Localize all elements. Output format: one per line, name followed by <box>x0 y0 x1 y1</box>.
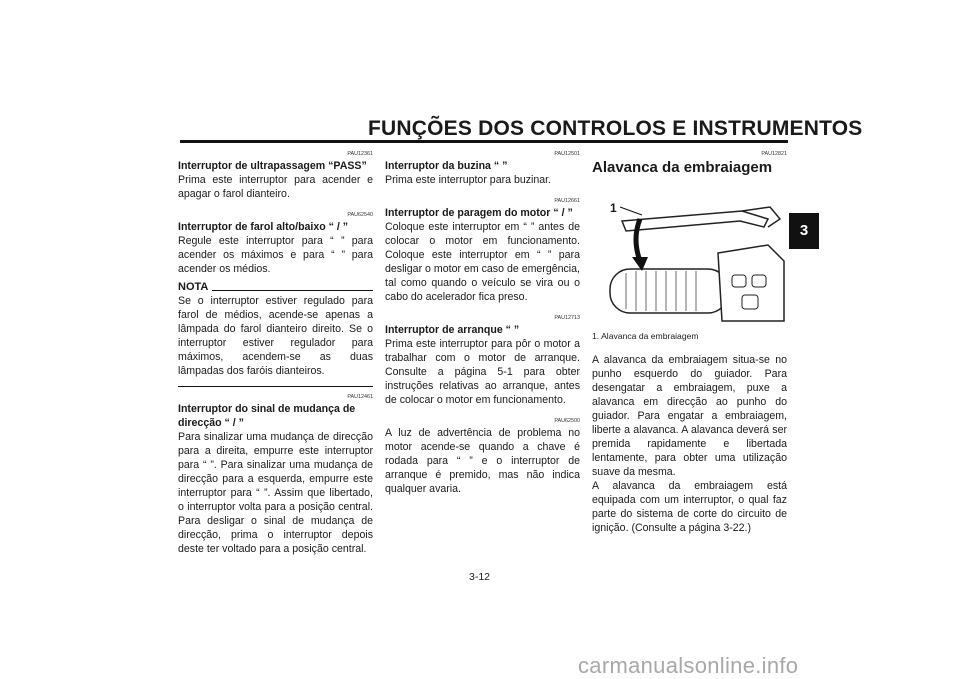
warning-light-text: A luz de advertência de problema no motor acende-se quando a chave é rodada para “ ” e o interruptor de arranque é premido, mas não indica qualquer avaria. <box>385 427 580 495</box>
nota-text: Se o interruptor estiver regulado para farol de médios, acende-se apenas a lâmpada do farol dianteiro direito. Se o interruptor estiver regulador para máximos, acendem-se as duas lâmpadas dos faróis dianteiros. <box>178 295 373 377</box>
nota-block <box>178 280 373 294</box>
column-2 <box>385 150 580 496</box>
nota-end-rule <box>178 386 373 387</box>
nota-label: NOTA <box>178 281 209 293</box>
callout-leader <box>618 203 658 223</box>
page-number: 3-12 <box>469 571 491 583</box>
chapter-tab: 3 <box>789 213 819 249</box>
section-code: PAU12661 <box>554 198 580 204</box>
engine-stop-text: Coloque este interruptor em “ ” antes de colocar o motor em funcionamento. Coloque este interruptor em “ ” para desligar o motor em caso de emergência, tal como quando o veículo se vira ou o cabo do acelerador fica preso. <box>385 221 580 303</box>
header-rule <box>180 140 788 143</box>
nota-rule <box>212 290 373 291</box>
start-switch-heading: Interruptor de arranque “ ” <box>385 324 520 336</box>
section-code: PAU62500 <box>554 418 580 424</box>
turn-signal-heading: Interruptor do sinal de mudança de direcção “ / ” <box>178 403 356 429</box>
clutch-lever-illustration <box>592 183 787 323</box>
watermark: carmanualsonline.info <box>578 653 799 678</box>
clutch-text-1: A alavanca da embraiagem situa-se no punho esquerdo do guiador. Para desengatar a embraiagem, puxe a alavanca em direcção ao punho do guiador. Para engatar a embraiagem, liberte a alavanca. A alavanca deverá ser premida rapidamente e libertada lentamente, para obter uma utilização suave da mesma. <box>592 354 787 478</box>
turn-signal-text: Para sinalizar uma mudança de direcção para a direita, empurre este interruptor para “ ”. Para sinalizar uma mudança de direcção para a esquerda, empurre este interruptor para “ ”. Assim que libertado, o interruptor volta para a posição central. Para desligar o sinal de mudança de direcção, prima o interruptor depois deste ter voltado para a posição central. <box>178 431 373 555</box>
section-code: PAU12461 <box>347 394 373 400</box>
section-code: PAU12713 <box>554 315 580 321</box>
figure-caption: 1. Alavanca da embraiagem <box>592 331 699 341</box>
section-code: PAU12821 <box>761 151 787 157</box>
horn-switch-text: Prima este interruptor para buzinar. <box>385 174 552 186</box>
callout-number: 1 <box>610 201 617 215</box>
section-code: PAU62540 <box>347 212 373 218</box>
pass-switch-text: Prima este interruptor para acender e apagar o farol dianteiro. <box>178 174 373 200</box>
clutch-text-2: A alavanca da embraiagem está equipada com um interruptor, o qual faz parte do sistema de corte do circuito de ignição. (Consulte a página 3-22.) <box>592 480 787 534</box>
engine-stop-heading: Interruptor de paragem do motor “ / ” <box>385 207 573 219</box>
pass-switch-heading: Interruptor de ultrapassagem “PASS” <box>178 160 367 172</box>
section-code: PAU12501 <box>554 151 580 157</box>
dimmer-switch-heading: Interruptor de farol alto/baixo “ / ” <box>178 221 349 233</box>
start-switch-text: Prima este interruptor para pôr o motor a trabalhar com o motor de arranque. Consulte a página 5-1 para obter instruções relativas ao arranque, antes de colocar o motor em funcionamento. <box>385 338 580 406</box>
column-1 <box>178 150 373 556</box>
page-header-title: FUNÇÕES DOS CONTROLOS E INSTRUMENTOS <box>368 117 863 140</box>
clutch-lever-heading: Alavanca da embraiagem <box>592 159 773 176</box>
horn-switch-heading: Interruptor da buzina “ ” <box>385 160 508 172</box>
column-3 <box>592 150 787 535</box>
section-code: PAU12361 <box>347 151 373 157</box>
dimmer-switch-text: Regule este interruptor para “ ” para acender os máximos e para “ ” para acender os médios. <box>178 235 373 275</box>
